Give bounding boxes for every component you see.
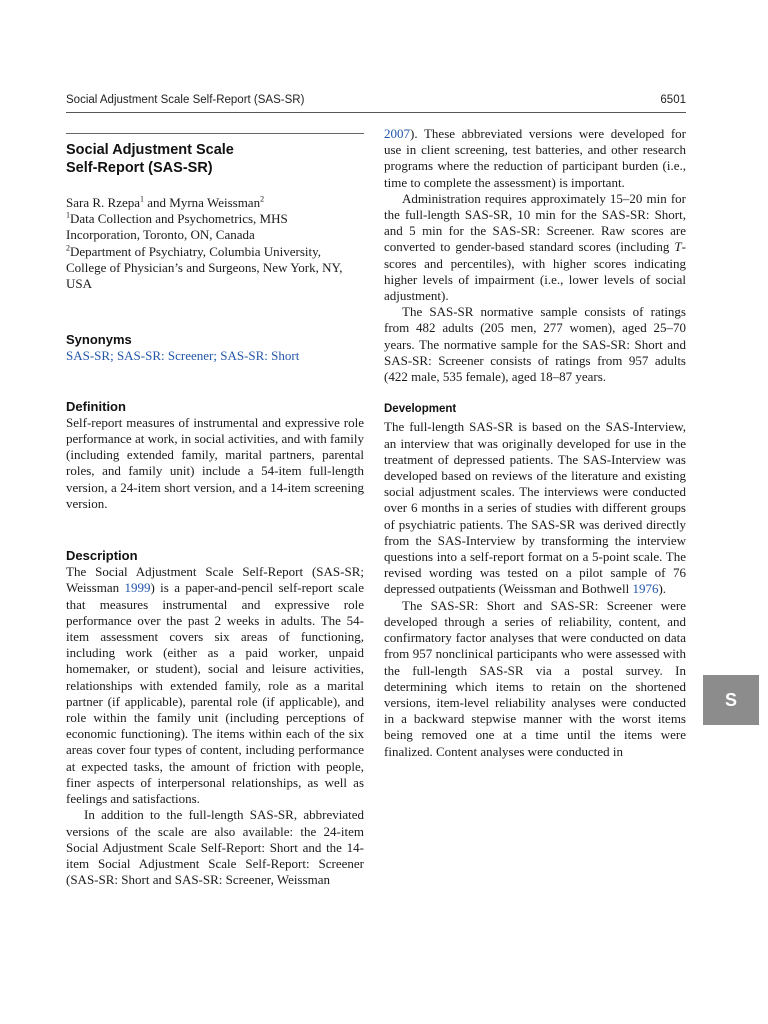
running-title: Social Adjustment Scale Self-Report (SAS-SR) bbox=[66, 94, 305, 106]
description-paragraph-4: The SAS-SR normative sample consists of ratings from 482 adults (205 men, 277 women), aged 25–70 years. The normative sample for the SAS-SR: Short and SAS-SR: Screener consists of ratings from 957 adults (422 male, 535 female), aged 18–87 years. bbox=[384, 304, 686, 385]
t-score-italic: T bbox=[674, 239, 682, 255]
author-line bbox=[66, 195, 364, 211]
article-title-line2: Self-Report (SAS-SR) bbox=[66, 159, 213, 176]
header-rule bbox=[66, 112, 686, 113]
section-tab-s: S bbox=[703, 675, 759, 725]
development-p1-text: The full-length SAS-SR is based on the SAS-Interview, an interview that was originally developed for use in the treatment of depressed patients. The SAS-Interview was developed based on reviews of the literature and existing social adjustment scales. The interviews were conducted over 6 months in a series of studies with different groups of psychiatric patients. The SAS-SR was derived directly from the SAS-Interview by transforming the interview questions into a self-report format on a 5-point scale. The revised wording was tested on a pilot sample of 76 depressed outpatients (Weissman and Bothwell bbox=[384, 419, 686, 597]
description-paragraph-2-cont bbox=[384, 126, 686, 191]
article-title-line1: Social Adjustment Scale bbox=[66, 142, 234, 158]
description-p1-text-cont: ) is a paper-and-pencil self-report scale that measures instrumental and expressive role performance over the past 2 weeks in adults. The 54-item assessment covers six areas of functioning, including work (either as a paid worker, unpaid homemaker, or student), social and leisure activities, relationships with extended family, role as a marital partner (if applicable), parental role (if applicable), and role within the family unit (including perceptions of economic functioning). The items within each of the six areas cover four types of content, including performance at expected tasks, the amount of friction with people, finer aspects of interpersonal relationships, as well as feelings and satisfactions. bbox=[66, 580, 364, 807]
description-paragraph-1 bbox=[66, 564, 364, 807]
development-p1-text-cont: ). bbox=[658, 581, 667, 597]
description-heading: Description bbox=[66, 548, 138, 564]
description-p3-text-cont: -scores and percentiles), with higher scores indicating higher levels of impairment (i.e., lower levels of social adjustment). bbox=[384, 239, 686, 304]
affiliation-2 bbox=[66, 244, 364, 293]
affiliation-2-text: Department of Psychiatry, Columbia University, College of Physician’s and Surgeons, New York, NY, USA bbox=[66, 243, 343, 292]
author-1: Sara R. Rzepa bbox=[66, 195, 141, 210]
citation-link-1976[interactable]: 1976 bbox=[632, 581, 659, 597]
description-paragraph-2-start bbox=[66, 807, 364, 888]
article-title bbox=[66, 142, 364, 177]
left-column bbox=[66, 142, 364, 888]
authors-block bbox=[66, 195, 364, 292]
right-column bbox=[384, 126, 686, 760]
development-paragraph-1 bbox=[384, 419, 686, 597]
description-p3-text: Administration requires approximately 15–20 min for the full-length SAS-SR, 10 min for the SAS-SR: Short, and 5 min for the SAS-SR: Screener. Raw scores are converted to gender-based standard scores (including bbox=[384, 190, 686, 255]
affiliation-1 bbox=[66, 211, 364, 243]
synonyms-links[interactable]: SAS-SR; SAS-SR: Screener; SAS-SR: Short bbox=[66, 348, 300, 364]
author-2-sup: 2 bbox=[260, 194, 265, 204]
author-2: and Myrna Weissman bbox=[144, 195, 261, 210]
running-head bbox=[66, 94, 686, 106]
citation-link-1999[interactable]: 1999 bbox=[124, 580, 151, 596]
description-p2-text-cont: ). These abbreviated versions were developed for use in client screening, test batteries, and other research programs where the reduction of participant burden (i.e., time to complete the assessment) is important. bbox=[384, 126, 686, 190]
development-heading: Development bbox=[384, 403, 457, 416]
author-1-sup: 1 bbox=[140, 194, 145, 204]
citation-link-2007[interactable]: 2007 bbox=[384, 126, 410, 141]
description-p2-text: In addition to the full-length SAS-SR, abbreviated versions of the scale are also available: the 24-item Social Adjustment Scale Self-Report: Short and the 14-item Social Adjustment Scale Self-Report: Screener (SAS-SR: Short and SAS-SR: Screener, Weissman bbox=[66, 807, 364, 888]
title-rule bbox=[66, 133, 364, 134]
description-p1-text: The Social Adjustment Scale Self-Report (SAS-SR; Weissman bbox=[66, 564, 364, 596]
affiliation-1-sup: 1 bbox=[66, 210, 70, 220]
synonyms-heading: Synonyms bbox=[66, 332, 132, 348]
description-paragraph-3 bbox=[384, 191, 686, 304]
definition-heading: Definition bbox=[66, 398, 126, 414]
affiliation-1-text: Data Collection and Psychometrics, MHS Incorporation, Toronto, ON, Canada bbox=[66, 211, 288, 243]
affiliation-2-sup: 2 bbox=[66, 243, 70, 253]
development-paragraph-2: The SAS-SR: Short and SAS-SR: Screener were developed through a series of reliability, content, and confirmatory factor analyses that were conducted on data from 957 nonclinical participants who were assessed with the full-length SAS-SR via a postal survey. In determining which items to retain on the shortened versions, item-level reliability analyses were conducted in a backward stepwise manner with the worst items being removed one at a time until the items were finalized. Content analyses were conducted in bbox=[384, 597, 686, 759]
page-number: 6501 bbox=[660, 94, 686, 106]
definition-text: Self-report measures of instrumental and expressive role performance at work, in social activities, and with family (including extended family, marital partners, parental roles, and family unit) include a 54-item full-length version, a 24-item short version, and a 14-item screening version. bbox=[66, 414, 364, 511]
